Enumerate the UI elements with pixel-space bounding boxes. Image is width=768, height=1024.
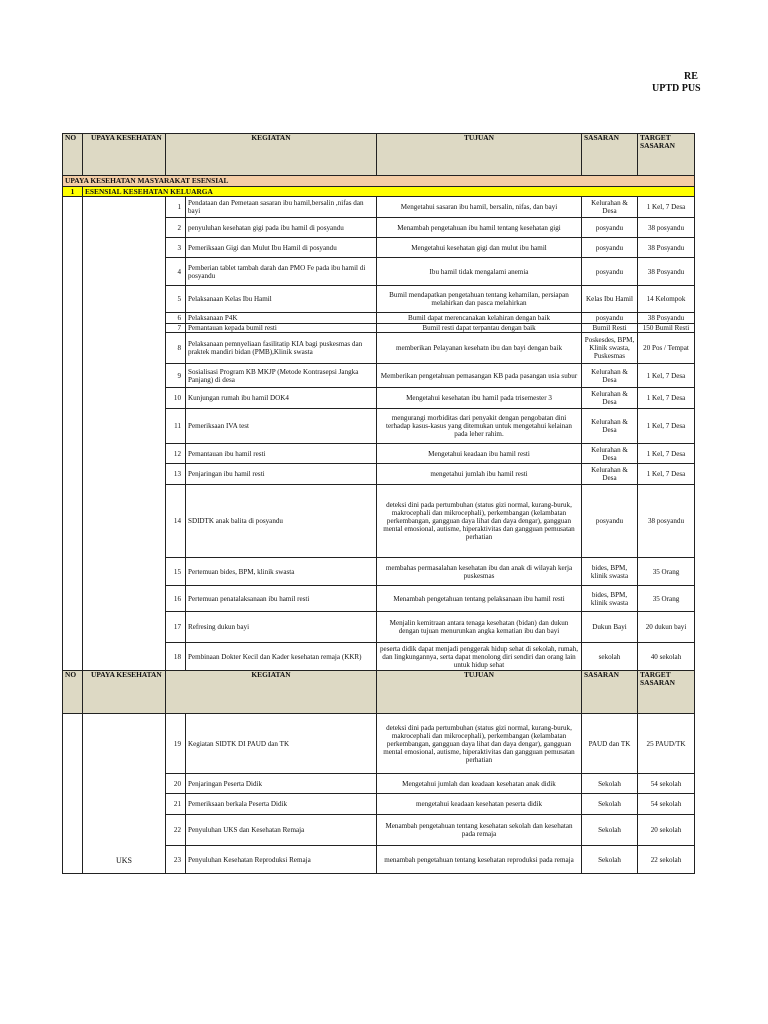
tujuan-cell: Ibu hamil tidak mengalami anemia (377, 258, 582, 286)
tujuan-cell: deteksi dini pada pertumbuhan (status gizi normal, kurang-buruk, makrocephali dan mikrocephali), perkembangan (kelambatan perkembangan, gangguan daya lihat dan daya dengar), gangguan mental emosional, autisme, hiperaktivitas dan gangguan pemusatan perhatian (377, 714, 582, 774)
kegiatan-cell: Penjaringan Peserta Didik (186, 774, 377, 794)
subsection-row (63, 187, 695, 197)
kegiatan-cell: Pembinaan Dokter Kecil dan Kader kesehatan remaja (KKR) (186, 643, 377, 671)
tujuan-cell: Mengetahui sasaran ibu hamil, bersalin, nifas, dan bayi (377, 197, 582, 218)
row-number: 1 (166, 197, 186, 218)
tujuan-cell: Menambah pengetahuan ibu hamil tentang kesehatan gigi (377, 218, 582, 238)
target-cell: 38 Posyandu (638, 258, 695, 286)
sasaran-cell: Kelurahan & Desa (582, 444, 638, 464)
sasaran-cell: posyandu (582, 313, 638, 324)
document-title-line2: UPTD PUS (652, 83, 701, 94)
sasaran-cell: Sekolah (582, 815, 638, 846)
program-table (62, 133, 695, 874)
target-cell: 20 sekolah (638, 815, 695, 846)
tujuan-cell: Bumil resti dapat terpantau dengan baik (377, 324, 582, 333)
sasaran-cell: posyandu (582, 258, 638, 286)
row-number: 15 (166, 558, 186, 586)
header-no: NO (63, 134, 83, 176)
table-row (63, 197, 695, 218)
subsection-title: ESENSIAL KESEHATAN KELUARGA (83, 187, 695, 197)
row-number: 19 (166, 714, 186, 774)
sasaran-cell: Bumil Resti (582, 324, 638, 333)
kegiatan-cell: SDIDTK anak balita di posyandu (186, 485, 377, 558)
kegiatan-cell: Pemantauan kepada bumil resti (186, 324, 377, 333)
tujuan-cell: Menambah pengetahuan tentang kesehatan sekolah dan kesehatan pada remaja (377, 815, 582, 846)
table-row (63, 714, 695, 774)
sasaran-cell: posyandu (582, 485, 638, 558)
header-kegiatan: KEGIATAN (166, 671, 377, 714)
sasaran-cell: Poskesdes, BPM, Klinik swasta, Puskesmas (582, 333, 638, 364)
sasaran-cell: Kelurahan & Desa (582, 464, 638, 485)
sasaran-cell: Kelas Ibu Hamil (582, 286, 638, 313)
kegiatan-cell: Pemeriksaan berkala Peserta Didik (186, 794, 377, 815)
row-number: 16 (166, 586, 186, 612)
target-cell: 20 dukun bayi (638, 612, 695, 643)
section-row (63, 176, 695, 187)
kegiatan-cell: Pemantauan ibu hamil resti (186, 444, 377, 464)
target-cell: 1 Kel, 7 Desa (638, 388, 695, 409)
sasaran-cell: Sekolah (582, 846, 638, 874)
kegiatan-cell: Pemeriksaan IVA test (186, 409, 377, 444)
sasaran-cell: Kelurahan & Desa (582, 364, 638, 388)
table-header-row (63, 134, 695, 176)
row-number: 14 (166, 485, 186, 558)
tujuan-cell: memberikan Pelayanan kesehatn ibu dan bayi dengan baik (377, 333, 582, 364)
row-number: 20 (166, 774, 186, 794)
row-number: 22 (166, 815, 186, 846)
document-title-line1: RE (684, 71, 698, 82)
sasaran-cell: Sekolah (582, 774, 638, 794)
tujuan-cell: Bumil mendapatkan pengetahuan tentang kehamilan, persiapan melahirkan dan pasca melahirkan (377, 286, 582, 313)
row-number: 17 (166, 612, 186, 643)
target-cell: 1 Kel, 7 Desa (638, 409, 695, 444)
kegiatan-cell: Refresing dukun bayi (186, 612, 377, 643)
section-title: UPAYA KESEHATAN MASYARAKAT ESENSIAL (63, 176, 695, 187)
upaya-cell-empty (83, 197, 166, 671)
sasaran-cell: bides, BPM, klinik swasta (582, 586, 638, 612)
target-cell: 1 Kel, 7 Desa (638, 197, 695, 218)
kegiatan-cell: Pemeriksaan Gigi dan Mulut Ibu Hamil di posyandu (186, 238, 377, 258)
row-number: 3 (166, 238, 186, 258)
target-cell: 54 sekolah (638, 794, 695, 815)
no-cell-empty (63, 197, 83, 671)
tujuan-cell: Mengetahui kesehatan gigi dan mulut ibu hamil (377, 238, 582, 258)
row-number: 12 (166, 444, 186, 464)
row-number: 10 (166, 388, 186, 409)
uks-label: UKS (83, 714, 166, 874)
kegiatan-cell: Penyuluhan Kesehatan Reproduksi Remaja (186, 846, 377, 874)
target-cell: 1 Kel, 7 Desa (638, 444, 695, 464)
target-cell: 38 posyandu (638, 485, 695, 558)
row-number: 18 (166, 643, 186, 671)
tujuan-cell: Mengetahui jumlah dan keadaan kesehatan anak didik (377, 774, 582, 794)
tujuan-cell: mengetahui jumlah ibu hamil resti (377, 464, 582, 485)
sasaran-cell: PAUD dan TK (582, 714, 638, 774)
target-cell: 35 Orang (638, 558, 695, 586)
target-cell: 35 Orang (638, 586, 695, 612)
header-sasaran: SASARAN (582, 134, 638, 176)
target-cell: 40 sekolah (638, 643, 695, 671)
target-cell: 22 sekolah (638, 846, 695, 874)
target-cell: 25 PAUD/TK (638, 714, 695, 774)
row-number: 21 (166, 794, 186, 815)
header-target: TARGET SASARAN (638, 671, 695, 714)
sasaran-cell: Kelurahan & Desa (582, 409, 638, 444)
sasaran-cell: sekolah (582, 643, 638, 671)
tujuan-cell: Menambah pengetahuan tentang pelaksanaan ibu hamil resti (377, 586, 582, 612)
kegiatan-cell: Penyuluhan UKS dan Kesehatan Remaja (186, 815, 377, 846)
header-kegiatan: KEGIATAN (166, 134, 377, 176)
tujuan-cell: mengurangi morbiditas dari penyakit dengan pengobatan dini terhadap kasus-kasus yang ditemukan untuk mengetahui kelainan pada leher rahim. (377, 409, 582, 444)
sasaran-cell: posyandu (582, 218, 638, 238)
kegiatan-cell: Pelaksanaan pemnyeliaan fasilitatip KIA bagi puskesmas dan praktek mandiri bidan (PMB),Klinik swasta (186, 333, 377, 364)
header-sasaran: SASARAN (582, 671, 638, 714)
target-cell: 54 sekolah (638, 774, 695, 794)
tujuan-cell: peserta didik dapat menjadi penggerak hidup sehat di sekolah, rumah, dan lingkungannya, serta dapat menolong diri sendiri dan orang lain untuk hidup sehat (377, 643, 582, 671)
tujuan-cell: menambah pengetahuan tentang kesehatan reproduksi pada remaja (377, 846, 582, 874)
header-target: TARGET SASARAN (638, 134, 695, 176)
tujuan-cell: Mengetahui kesehatan ibu hamil pada trisemester 3 (377, 388, 582, 409)
kegiatan-cell: Sosialisasi Program KB MKJP (Metode Kontrasepsi Jangka Panjang) di desa (186, 364, 377, 388)
no-cell-empty (63, 714, 83, 874)
kegiatan-cell: Pertemuan bides, BPM, klinik swasta (186, 558, 377, 586)
header-tujuan: TUJUAN (377, 134, 582, 176)
header-upaya: UPAYA KESEHATAN (83, 671, 166, 714)
row-number: 13 (166, 464, 186, 485)
kegiatan-cell: penyuluhan kesehatan gigi pada ibu hamil di posyandu (186, 218, 377, 238)
sasaran-cell: Kelurahan & Desa (582, 197, 638, 218)
target-cell: 38 Posyandu (638, 238, 695, 258)
kegiatan-cell: Penjaringan ibu hamil resti (186, 464, 377, 485)
sasaran-cell: Dukun Bayi (582, 612, 638, 643)
header-no: NO (63, 671, 83, 714)
kegiatan-cell: Pertemuan penatalaksanaan ibu hamil resti (186, 586, 377, 612)
row-number: 6 (166, 313, 186, 324)
target-cell: 1 Kel, 7 Desa (638, 464, 695, 485)
sasaran-cell: Sekolah (582, 794, 638, 815)
row-number: 9 (166, 364, 186, 388)
sasaran-cell: posyandu (582, 238, 638, 258)
header-tujuan: TUJUAN (377, 671, 582, 714)
target-cell: 150 Bumil Resti (638, 324, 695, 333)
row-number: 7 (166, 324, 186, 333)
kegiatan-cell: Pelaksanaan P4K (186, 313, 377, 324)
row-number: 11 (166, 409, 186, 444)
tujuan-cell: Memberikan pengetahuan pemasangan KB pada pasangan usia subur (377, 364, 582, 388)
row-number: 23 (166, 846, 186, 874)
kegiatan-cell: Kegiatan SIDTK DI PAUD dan TK (186, 714, 377, 774)
row-number: 2 (166, 218, 186, 238)
tujuan-cell: Menjalin kemitraan antara tenaga kesehatan (bidan) dan dukun dengan tujuan menurunkan angka kematian ibu dan bayi (377, 612, 582, 643)
row-number: 5 (166, 286, 186, 313)
table-header-row-repeat (63, 671, 695, 714)
row-number: 8 (166, 333, 186, 364)
tujuan-cell: Bumil dapat merencanakan kelahiran dengan baik (377, 313, 582, 324)
target-cell: 38 posyandu (638, 218, 695, 238)
tujuan-cell: Mengetahui keadaan ibu hamil resti (377, 444, 582, 464)
tujuan-cell: mengetahui keadaan kesehatan peserta didik (377, 794, 582, 815)
subsection-no: 1 (63, 187, 83, 197)
target-cell: 1 Kel, 7 Desa (638, 364, 695, 388)
target-cell: 38 Posyandu (638, 313, 695, 324)
target-cell: 20 Pos / Tempat (638, 333, 695, 364)
sasaran-cell: bides, BPM, klinik swasta (582, 558, 638, 586)
header-upaya: UPAYA KESEHATAN (83, 134, 166, 176)
sasaran-cell: Kelurahan & Desa (582, 388, 638, 409)
kegiatan-cell: Pemberian tablet tambah darah dan PMO Fe pada ibu hamil di posyandu (186, 258, 377, 286)
tujuan-cell: membahas permasalahan kesehatan ibu dan anak di wilayah kerja puskesmas (377, 558, 582, 586)
kegiatan-cell: Pelaksanaan Kelas Ibu Hamil (186, 286, 377, 313)
kegiatan-cell: Pendataan dan Pemetaan sasaran ibu hamil,bersalin ,nifas dan bayi (186, 197, 377, 218)
tujuan-cell: deteksi dini pada pertumbuhan (status gizi normal, kurang-buruk, makrocephali dan mikrocephali), perkembangan (kelambatan perkembangan, gangguan daya lihat dan daya dengar), gangguan mental emosional, autisme, hiperaktivitas dan gangguan pemusatan perhatian (377, 485, 582, 558)
row-number: 4 (166, 258, 186, 286)
target-cell: 14 Kelompok (638, 286, 695, 313)
kegiatan-cell: Kunjungan rumah ibu hamil DOK4 (186, 388, 377, 409)
